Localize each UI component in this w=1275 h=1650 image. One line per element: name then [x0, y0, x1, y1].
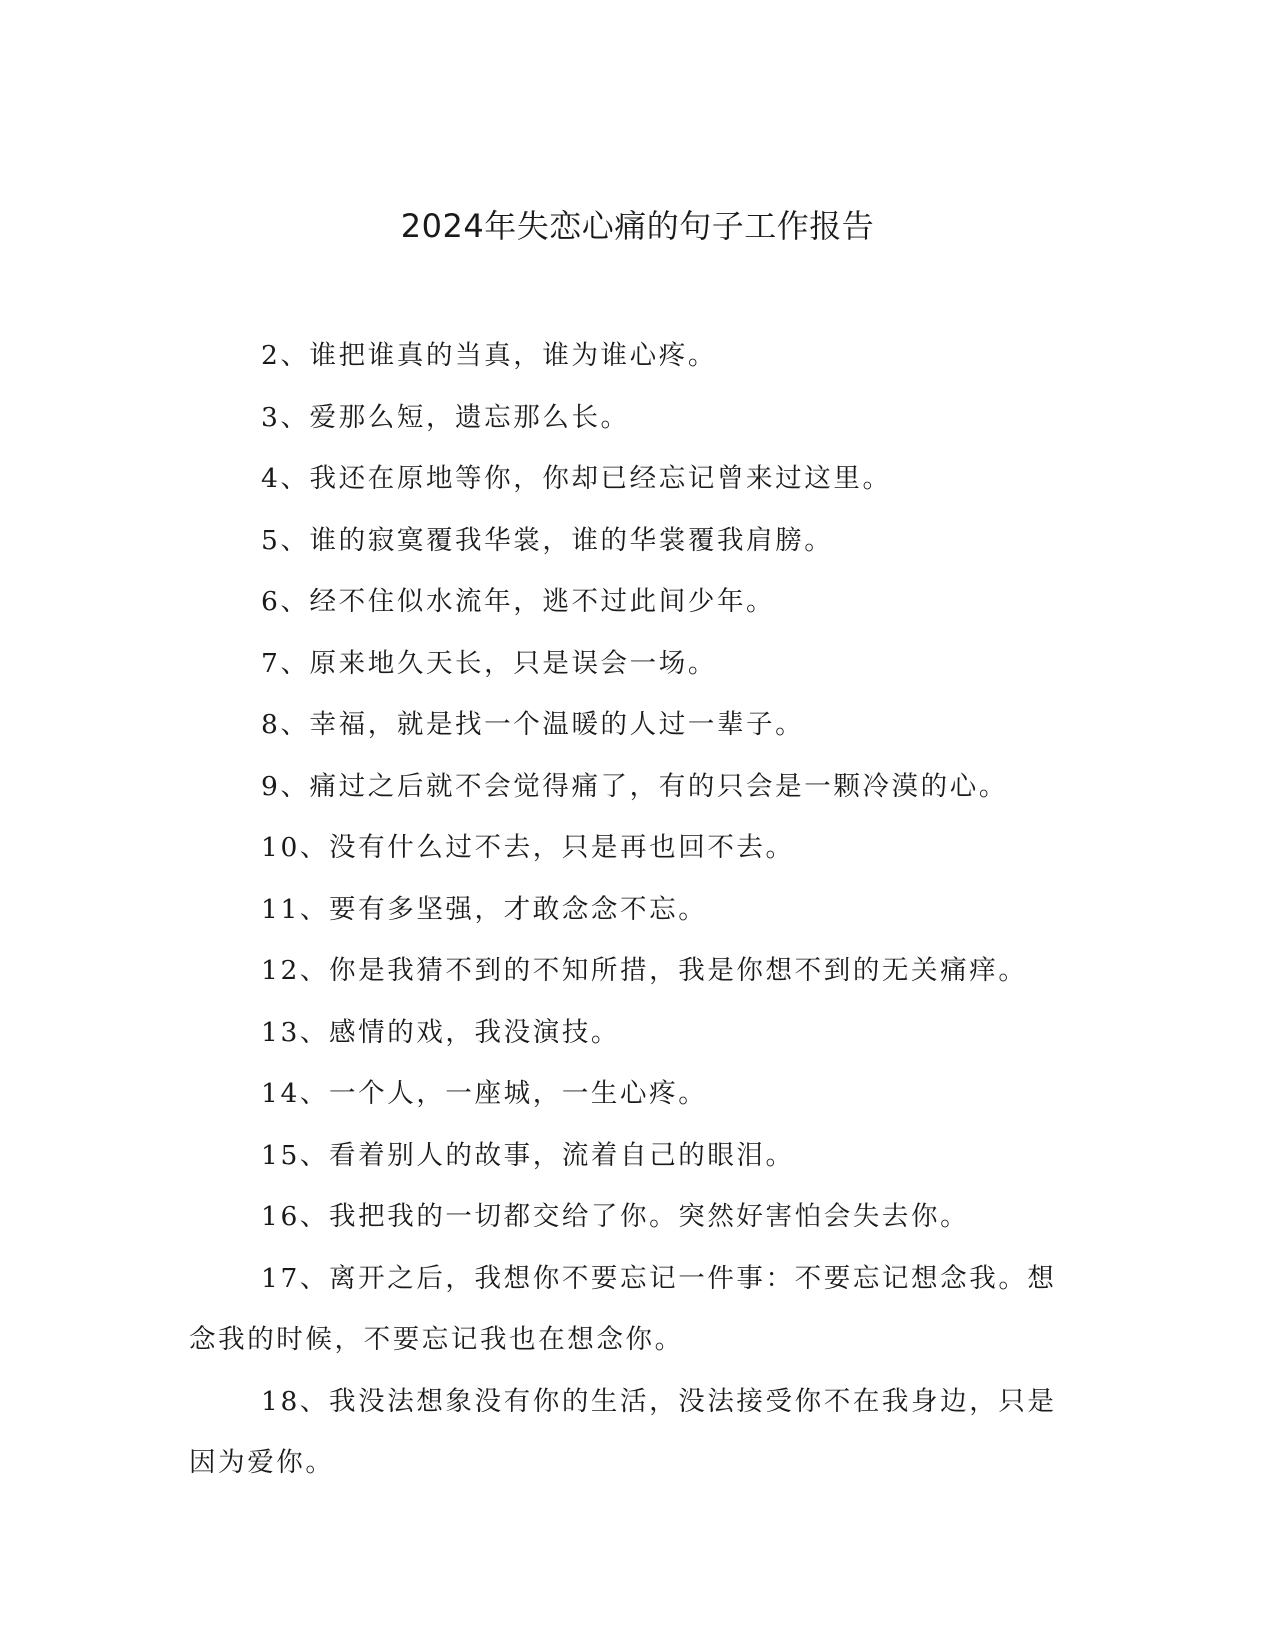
paragraph: 15、看着别人的故事，流着自己的眼泪。	[261, 1139, 795, 1171]
paragraph: 17、离开之后，我想你不要忘记一件事：不要忘记想念我。想念我的时候，不要忘记我也在想念你。	[189, 1262, 1057, 1355]
paragraph: 4、我还在原地等你，你却已经忘记曾来过这里。	[261, 463, 892, 494]
paragraph: 14、一个人，一座城，一生心疼。	[261, 1078, 708, 1109]
paragraph: 16、我把我的一切都交给了你。突然好害怕会失去你。	[261, 1201, 970, 1232]
paragraph: 9、痛过之后就不会觉得痛了，有的只会是一颗冷漠的心。	[261, 770, 1008, 802]
paragraph: 5、谁的寂寞覆我华裳，谁的华裳覆我肩膀。	[261, 524, 834, 556]
paragraph: 13、感情的戏，我没演技。	[261, 1016, 621, 1048]
document-title: 2024年失恋心痛的句子工作报告	[400, 207, 875, 245]
paragraph: 12、你是我猜不到的不知所措，我是你想不到的无关痛痒。	[261, 955, 1028, 986]
document-body	[189, 325, 1069, 1494]
paragraph: 7、原来地久天长，只是误会一场。	[261, 647, 717, 679]
paragraph: 3、爱那么短，遗忘那么长。	[261, 401, 630, 433]
paragraph: 8、幸福，就是找一个温暖的人过一辈子。	[261, 709, 805, 740]
paragraph: 10、没有什么过不去，只是再也回不去。	[261, 832, 795, 863]
paragraph: 11、要有多坚强，才敢念念不忘。	[261, 893, 708, 925]
paragraph: 6、经不住似水流年，逃不过此间少年。	[261, 586, 776, 617]
paragraph: 18、我没法想象没有你的生活，没法接受你不在我身边，只是因为爱你。	[189, 1385, 1057, 1478]
paragraph: 2、谁把谁真的当真，谁为谁心疼。	[261, 340, 717, 371]
